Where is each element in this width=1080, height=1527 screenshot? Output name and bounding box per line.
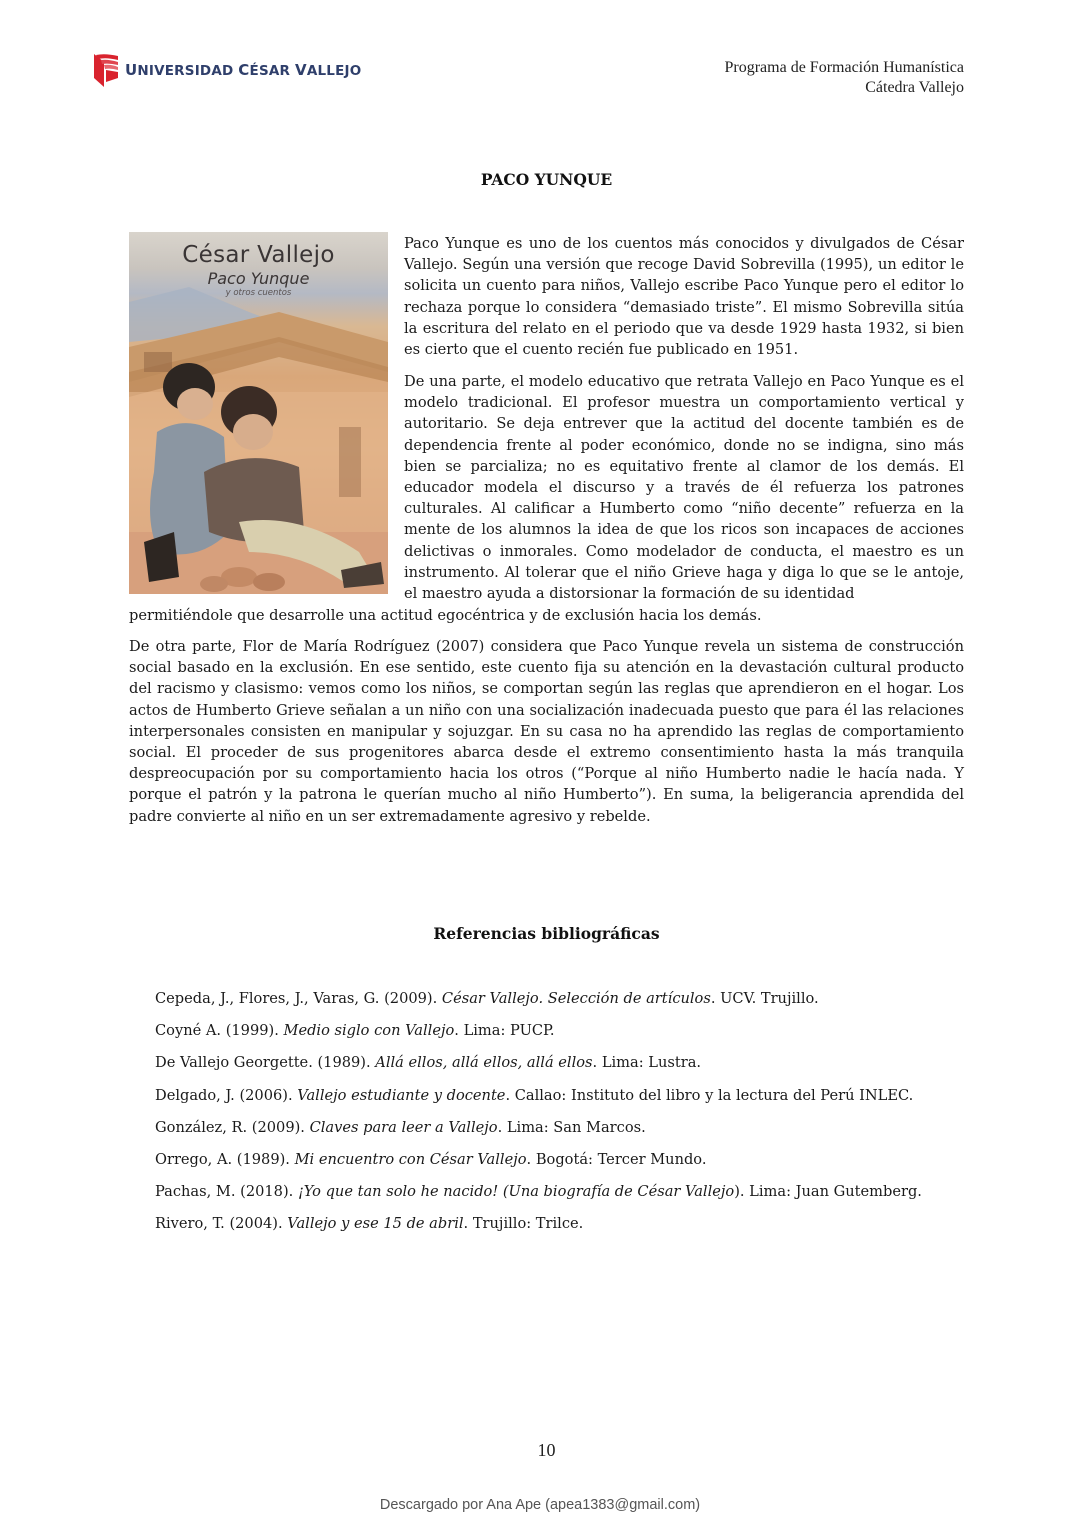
reference-item: Pachas, M. (2018). ¡Yo que tan solo he nacido! (Una biografía de César Vallejo). Lima: Juan Gutemberg. [155, 1183, 922, 1201]
reference-item: Rivero, T. (2004). Vallejo y ese 15 de abril. Trujillo: Trilce. [155, 1215, 584, 1233]
cover-subtitle: y otros cuentos [225, 288, 292, 298]
paragraph-intro: Paco Yunque es uno de los cuentos más conocidos y divulgados de César Vallejo. Según una versión que recoge David Sobrevilla (1995), un editor le solicita un cuento para niños, Vallejo escribe Paco Yunque pero el editor lo rechaza porque lo considera “demasiado triste”. El mismo Sobrevilla sitúa la escritura del relato en el periodo que va desde 1929 hasta 1932, si bien es cierto que el cuento recién fue publicado en 1951. [404, 235, 964, 359]
reference-item: Cepeda, J., Flores, J., Varas, G. (2009). César Vallejo. Selección de artículos. UCV. Trujillo. [155, 990, 819, 1007]
reference-item: Orrego, A. (1989). Mi encuentro con César Vallejo. Bogotá: Tercer Mundo. [155, 1150, 707, 1168]
download-watermark: Descargado por Ana Ape (apea1383@gmail.com) [379, 1497, 701, 1513]
reference-item: González, R. (2009). Claves para leer a Vallejo. Lima: San Marcos. [155, 1118, 646, 1136]
paragraph-social-construction: De otra parte, Flor de María Rodríguez (2007) considera que Paco Yunque revela un sistema de construcción social basado en la exclusión. En ese sentido, este cuento fija su atención en la devastación cultural producto del racismo y clasismo: vemos como los niños, se comportan según las reglas que aprendieron en el hogar. Los actos de Humberto Grieve señalan a un niño con una socialización inadecuada puesto que para él las relaciones interpersonales consisten en manipular y sojuzgar. En su casa no ha aprendido las reglas de comportamiento social. El proceder de sus progenitores abarca desde el extremo consentimiento hasta la más tranquila despreocupación por su comportamiento hacia los otros (“Porque al niño Humberto nadie le hacía nada. Y porque el patrón y la patrona le querían mucho al niño Humberto”). En suma, la beligerancia aprendida del padre convierte al niño en un ser extremadamente agresivo y rebelde. [129, 638, 964, 825]
book-cover-image [129, 232, 388, 594]
page-title: PACO YUNQUE [480, 170, 613, 189]
university-logo [93, 52, 361, 88]
cover-book-title: Paco Yunque [207, 269, 310, 288]
references-list [155, 988, 955, 1246]
university-name: UNIVERSIDAD CÉSAR VALLEJO [125, 61, 362, 79]
reference-item: Coyné A. (1999). Medio siglo con Vallejo. Lima: PUCP. [155, 1022, 555, 1040]
cover-author: César Vallejo [182, 242, 335, 268]
program-name: Programa de Formación Humanística [724, 59, 964, 76]
paragraph-educational-model: De una parte, el modelo educativo que retrata Vallejo en Paco Yunque es el modelo tradicional. El profesor muestra un comportamiento vertical y autoritario. Se deja entrever que la actitud del docente también es de dependencia frente al poder económico, donde no se indigna, sino más bien se parcializa; no es equitativo frente al clamor de los demás. El educador modela el discurso y a través de él refuerza los patrones culturales. Al calificar a Humberto como “niño decente” refuerza en la mente de los alumnos la idea de que los ricos son incapaces de acciones delictivas o inmorales. Como modelador de conducta, el maestro es un instrumento. Al tolerar que el niño Grieve haga y diga lo que se le antoje, el maestro ayuda a distorsionar la formación de su identidad [404, 373, 964, 603]
paragraph-educational-model-continued: permitiéndole que desarrolle una actitud egocéntrica y de exclusión hacia los demás. [129, 607, 762, 624]
chair-name: Cátedra Vallejo [865, 79, 964, 96]
references-heading: Referencias bibliográficas [433, 924, 660, 943]
book-shield-icon [93, 52, 119, 88]
reference-item: Delgado, J. (2006). Vallejo estudiante y docente. Callao: Instituto del libro y la lectura del Perú INLEC. [155, 1086, 914, 1104]
reference-item: De Vallejo Georgette. (1989). Allá ellos, allá ellos, allá ellos. Lima: Lustra. [155, 1054, 702, 1072]
header-program-info [725, 58, 965, 98]
page-number: 10 [537, 1440, 556, 1460]
